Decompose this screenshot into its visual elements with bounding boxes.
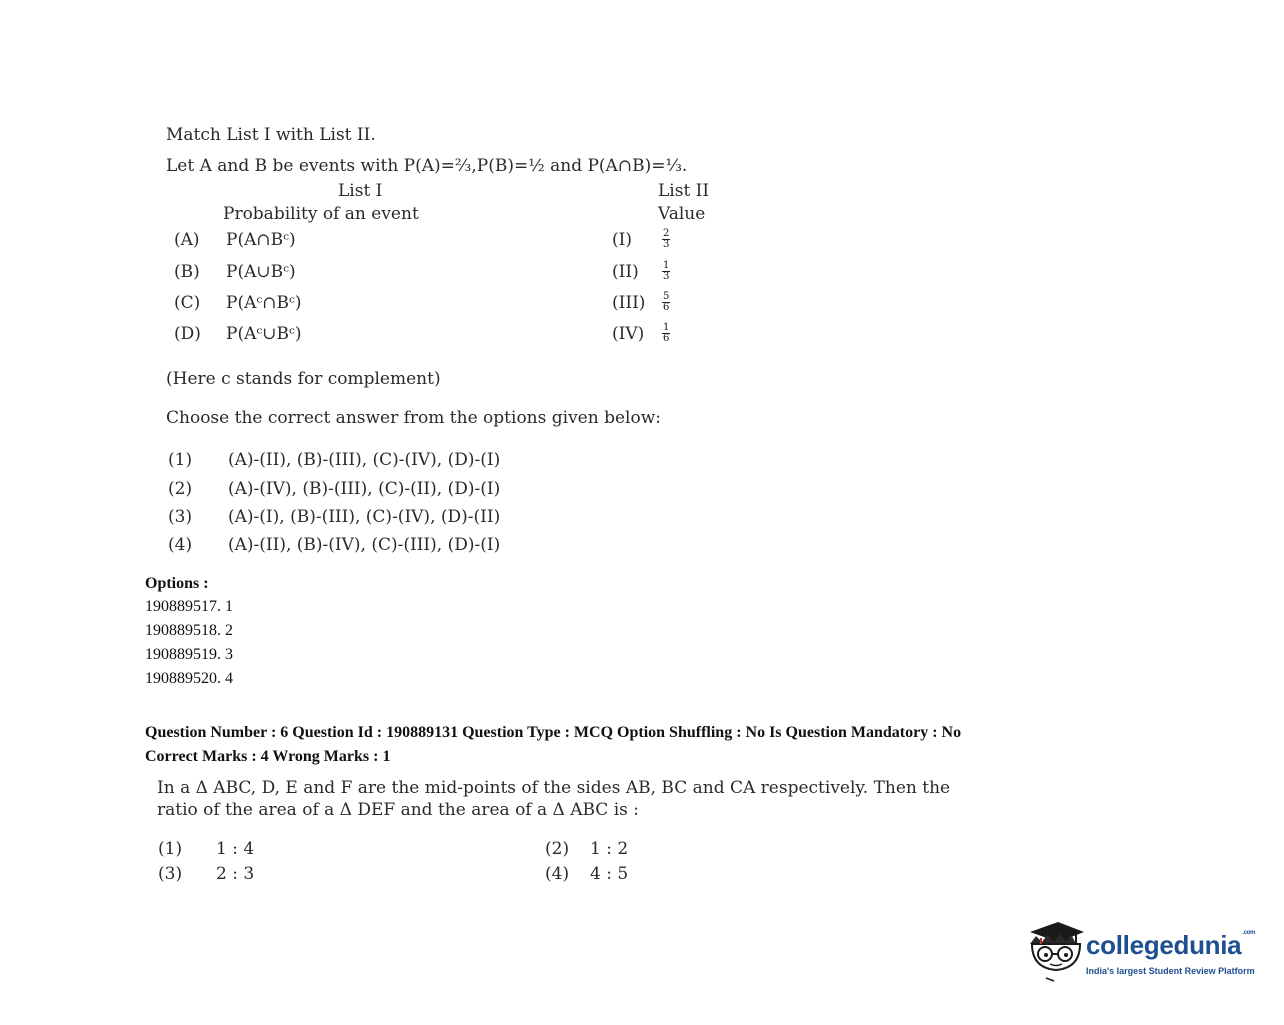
choice-number: (1) (168, 450, 193, 470)
option-item: 190889517. 1 (145, 598, 233, 615)
fraction-numerator: 2 (663, 228, 670, 239)
choice-number: (3) (168, 507, 193, 527)
list1-subtitle: Probability of an event (223, 204, 419, 224)
options-heading: Options : (145, 575, 209, 592)
row-label: (D) (174, 324, 201, 344)
choice-text: 4 : 5 (590, 864, 629, 884)
choice-number: (4) (545, 864, 570, 884)
list2-title: List II (658, 181, 710, 201)
row-label: (C) (174, 293, 201, 313)
q6-text-line2: ratio of the area of a Δ DEF and the area of a Δ ABC is : (157, 800, 640, 820)
logo-tagline: India's largest Student Review Platform (1086, 966, 1255, 976)
list-row (174, 230, 200, 250)
list-row-expr: P(Aᶜ∪Bᶜ) (226, 324, 302, 344)
choice-text: 2 : 3 (216, 864, 255, 884)
choice-text: (A)-(I), (B)-(III), (C)-(IV), (D)-(II) (228, 507, 501, 527)
list2-subtitle: Value (658, 204, 706, 224)
fraction-numerator: 1 (663, 260, 670, 271)
list-row (174, 262, 200, 282)
q5-given: Let A and B be events with P(A)=⅔,P(B)=½ and P(A∩B)=⅓. (166, 156, 688, 176)
list-row-value-label: (I) (612, 230, 632, 250)
fraction-denominator: 3 (663, 239, 670, 250)
fraction-numerator: 1 (663, 322, 670, 333)
list-row (174, 324, 201, 344)
choice-text: (A)-(IV), (B)-(III), (C)-(II), (D)-(I) (228, 479, 501, 499)
q6-meta-line1: Question Number : 6 Question Id : 190889131 Question Type : MCQ Option Shuffling : No Is Question Mandatory : No (145, 724, 962, 741)
q6-text-line1: In a Δ ABC, D, E and F are the mid-points of the sides AB, BC and CA respectively. Then the (157, 778, 951, 798)
choice-number: (2) (168, 479, 193, 499)
choice-text: 1 : 4 (216, 839, 255, 859)
logo-name: collegedunia (1086, 930, 1242, 960)
fraction-denominator: 3 (663, 271, 670, 282)
collegedunia-logo[interactable] (1024, 918, 1254, 988)
row-label: (A) (174, 230, 200, 250)
list-row-fraction (662, 323, 670, 344)
list-row-expr: P(Aᶜ∩Bᶜ) (226, 293, 302, 313)
logo-suffix: .com (1242, 930, 1256, 936)
list-row (174, 293, 200, 313)
list-row-fraction (662, 229, 670, 250)
option-item: 190889519. 3 (145, 646, 233, 663)
choice-text: 1 : 2 (590, 839, 629, 859)
option-item: 190889518. 2 (145, 622, 233, 639)
choice-number: (2) (545, 839, 570, 859)
row-label: (B) (174, 262, 200, 282)
list1-title: List I (338, 181, 383, 201)
list-row-expr: P(A∪Bᶜ) (226, 262, 296, 282)
option-item: 190889520. 4 (145, 670, 233, 687)
list-row-value-label: (II) (612, 262, 639, 282)
fraction-denominator: 6 (663, 302, 670, 313)
q6-meta-line2: Correct Marks : 4 Wrong Marks : 1 (145, 748, 391, 765)
choice-number: (4) (168, 535, 193, 555)
choose-instruction: Choose the correct answer from the options given below: (166, 408, 661, 428)
fraction-numerator: 5 (663, 291, 670, 302)
list-row-expr: P(A∩Bᶜ) (226, 230, 296, 250)
q5-intro: Match List I with List II. (166, 125, 376, 145)
choice-text: (A)-(II), (B)-(III), (C)-(IV), (D)-(I) (228, 450, 501, 470)
list-row-fraction (662, 261, 670, 282)
complement-note: (Here c stands for complement) (166, 369, 441, 389)
fraction-denominator: 6 (663, 333, 670, 344)
choice-number: (3) (158, 864, 183, 884)
mascot-icon (1024, 918, 1088, 982)
list-row-value-label: (III) (612, 293, 646, 313)
list-row-value-label: (IV) (612, 324, 645, 344)
choice-text: (A)-(II), (B)-(IV), (C)-(III), (D)-(I) (228, 535, 501, 555)
choice-number: (1) (158, 839, 183, 859)
list-row-fraction (662, 292, 670, 313)
